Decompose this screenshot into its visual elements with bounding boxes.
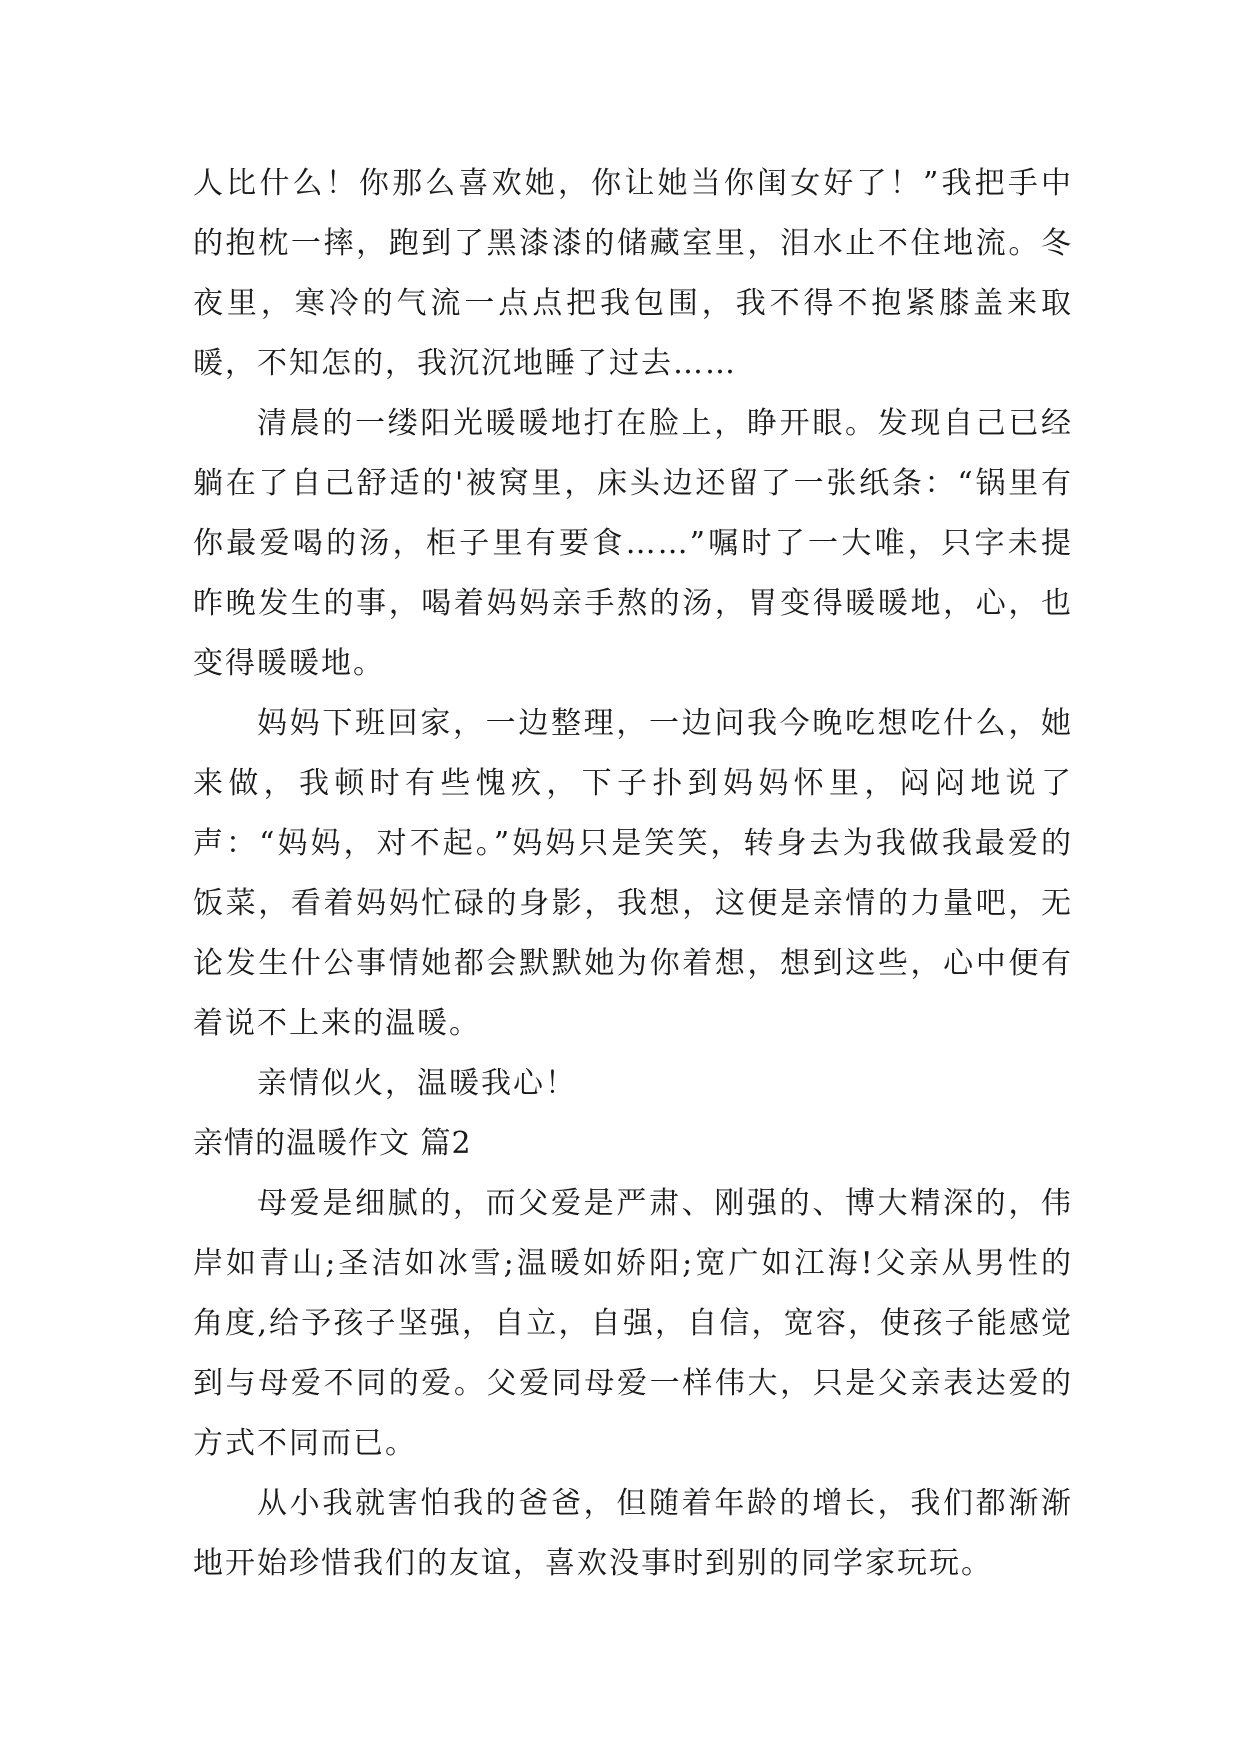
document-page	[193, 154, 1073, 1594]
paragraph: 亲情似火，温暖我心！	[257, 1066, 577, 1101]
paragraph: 清晨的一缕阳光暖暖地打在脸上，睁开眼。发现自己已经躺在了自己舒适的'被窝里，床头边还留了一张纸条：“锅里有你最爱喝的汤，柜子里有要食……”嘱时了一大唯，只字未提昨晚发生的事，喝着妈妈亲手熬的汤，胃变得暖暖地，心，也变得暖暖地。	[193, 406, 1073, 681]
paragraph: 妈妈下班回家，一边整理，一边问我今晚吃想吃什么，她来做，我顿时有些愧疚，下子扑到妈妈怀里，闷闷地说了声：“妈妈，对不起。”妈妈只是笑笑，转身去为我做我最爱的饭菜，看着妈妈忙碌的身影，我想，这便是亲情的力量吧，无论发生什公事情她都会默默她为你着想，想到这些，心中便有着说不上来的温暖。	[193, 706, 1073, 1041]
paragraph: 人比什么！你那么喜欢她，你让她当你闺女好了！”我把手中的抱枕一摔，跑到了黑漆漆的储藏室里，泪水止不住地流。冬夜里，寒冷的气流一点点把我包围，我不得不抱紧膝盖来取暖，不知怎的，我沉沉地睡了过去……	[193, 166, 1073, 381]
paragraph: 母爱是细腻的，而父爱是严肃、刚强的、博大精深的，伟岸如青山;圣洁如冰雪;温暖如娇阳;宽广如江海!父亲从男性的角度,给予孩子坚强，自立，自强，自信，宽容，使孩子能感觉到与母爱不同的爱。父爱同母爱一样伟大，只是父亲表达爱的方式不同而已。	[193, 1186, 1073, 1461]
paragraph: 从小我就害怕我的爸爸，但随着年龄的增长，我们都渐渐地开始珍惜我们的友谊，喜欢没事时到别的同学家玩玩。	[193, 1486, 1073, 1581]
section-title: 亲情的温暖作文 篇2	[193, 1126, 472, 1161]
